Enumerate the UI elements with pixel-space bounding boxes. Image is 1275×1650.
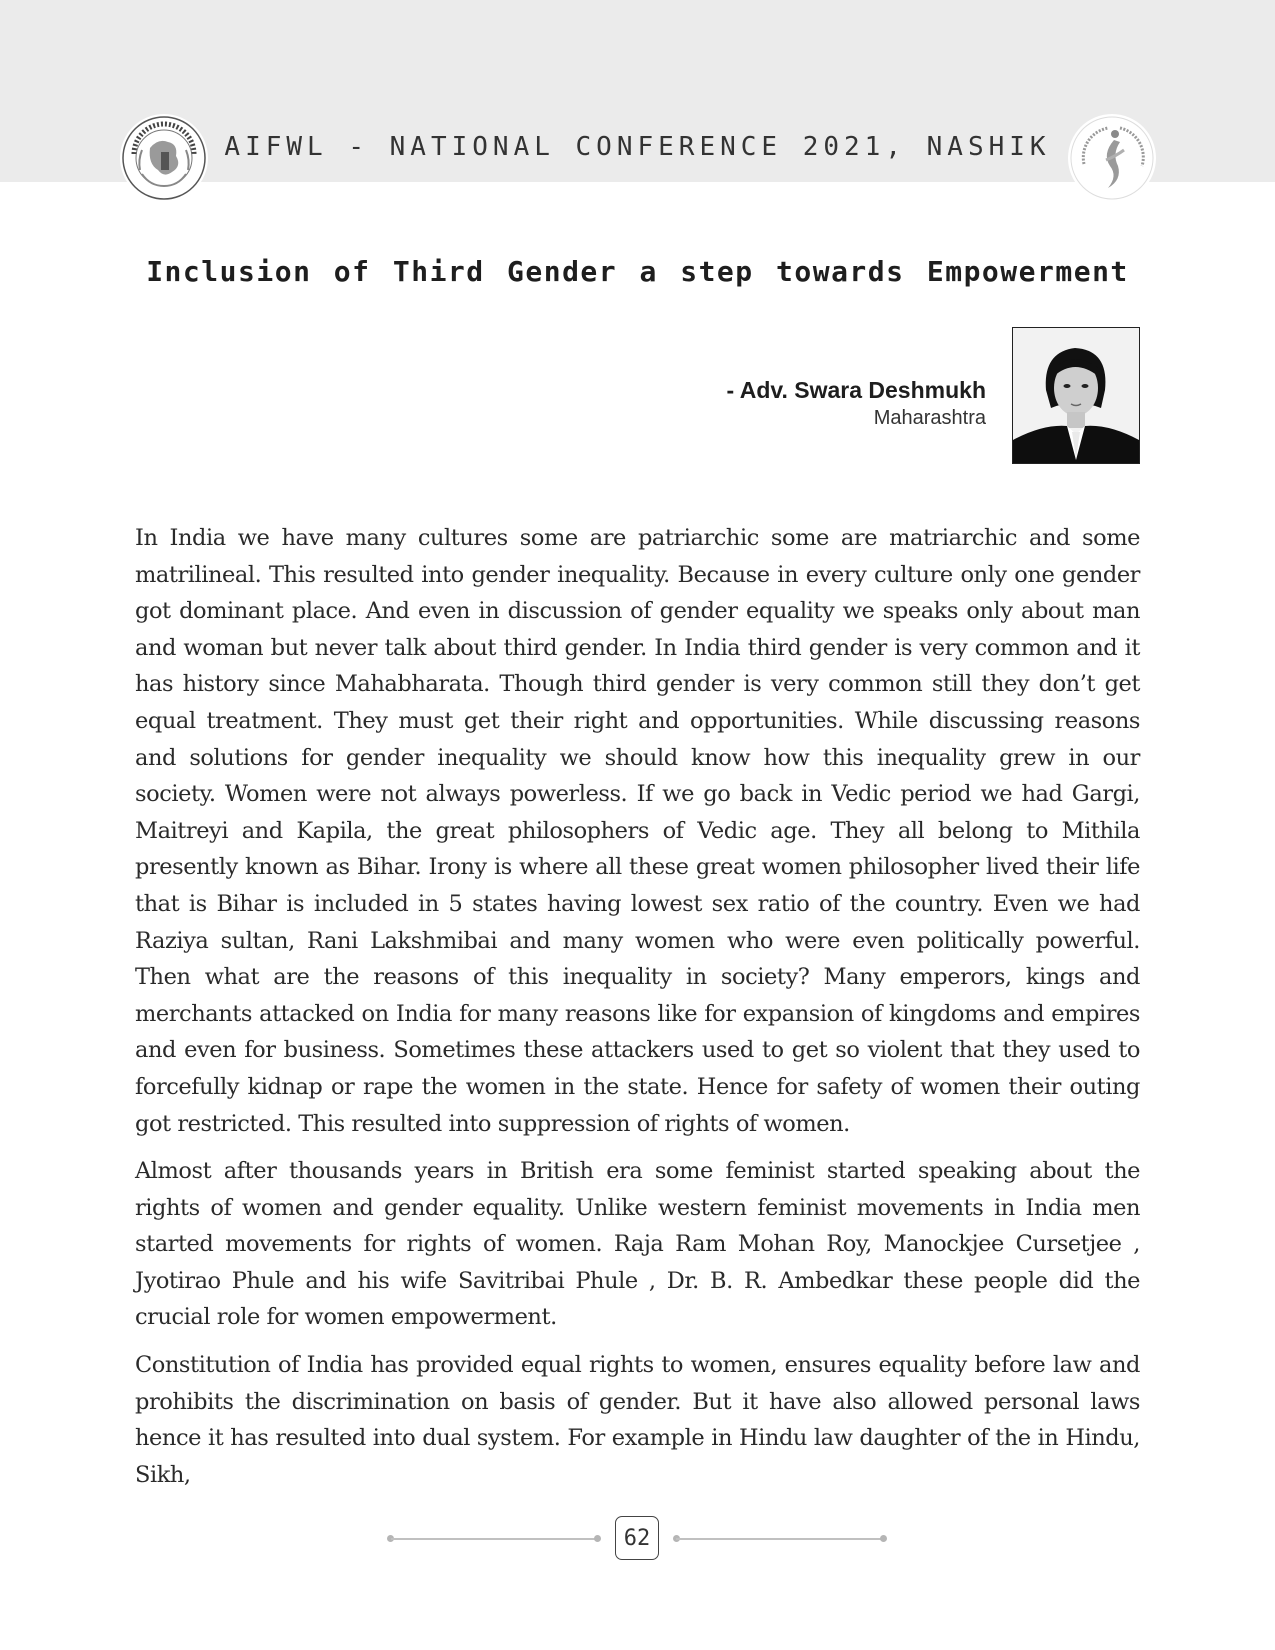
aifwl-seal-icon bbox=[120, 114, 208, 202]
author-state: Maharashtra bbox=[873, 407, 986, 429]
author-name: - Adv. Swara Deshmukh bbox=[726, 377, 986, 403]
article-title: Inclusion of Third Gender a step towards Empowerment bbox=[146, 255, 1129, 288]
footer-line-left bbox=[391, 1538, 596, 1540]
footer-dot-right-outer bbox=[880, 1535, 887, 1542]
footer-dot-left-inner bbox=[594, 1535, 601, 1542]
article-body bbox=[135, 520, 1140, 1504]
article-paragraph-1: In India we have many cultures some are patriarchic some are matriarchic and some matrilineal. This resulted into gender inequality. Because in every culture only one gender got dominant place. And even in discussion of gender equality we speaks only about man and woman but never talk about third gender. In India third gender is very common and it has history since Mahabharata. Though third gender is very common still they don’t get equal treatment. They must get their right and opportunities. While discussing reasons and solutions for gender inequality we should know how this inequality grew in our society. Women were not always powerless. If we go back in Vedic period we had Gargi, Maitreyi and Kapila, the great philosophers of Vedic age. They all belong to Mithila presently known as Bihar. Irony is where all these great women philosopher lived their life that is Bihar is included in 5 states having lowest sex ratio of the country. Even we had Raziya sultan, Rani Lakshmibai and many women who were even politically powerful. Then what are the reasons of this inequality in society? Many emperors, kings and merchants attacked on India for many reasons like for expansion of kingdoms and empires and even for business. Sometimes these attackers used to get so violent that they used to forcefully kidnap or rape the women in the state. Hence for safety of women their outing got restricted. This resulted into suppression of rights of women. bbox=[135, 525, 1140, 1137]
footer-line-right bbox=[676, 1538, 881, 1540]
author-portrait-icon bbox=[1012, 327, 1140, 464]
author-block bbox=[727, 376, 986, 432]
article-paragraph-3: Constitution of India has provided equal rights to women, ensures equality before law and prohibits the discrimination on basis of gender. But it have also allowed personal laws hence it has resulted into dual system. For example in Hindu law daughter of the in Hindu, Sikh, bbox=[135, 1352, 1140, 1488]
page-footer bbox=[0, 1514, 1275, 1564]
page-number: 62 bbox=[615, 1516, 659, 1560]
strong-woman-strong-nation-logo-icon bbox=[1068, 114, 1156, 202]
conference-title: AIFWL - NATIONAL CONFERENCE 2021, NASHIK bbox=[224, 132, 1051, 162]
article-paragraph-2: Almost after thousands years in British era some feminist started speaking about the rights of women and gender equality. Unlike western feminist movements in India men started movements for rights of women. Raja Ram Mohan Roy, Manockjee Cursetjee , Jyotirao Phule and his wife Savitribai Phule , Dr. B. R. Ambedkar these people did the crucial role for women empowerment. bbox=[135, 1158, 1140, 1331]
